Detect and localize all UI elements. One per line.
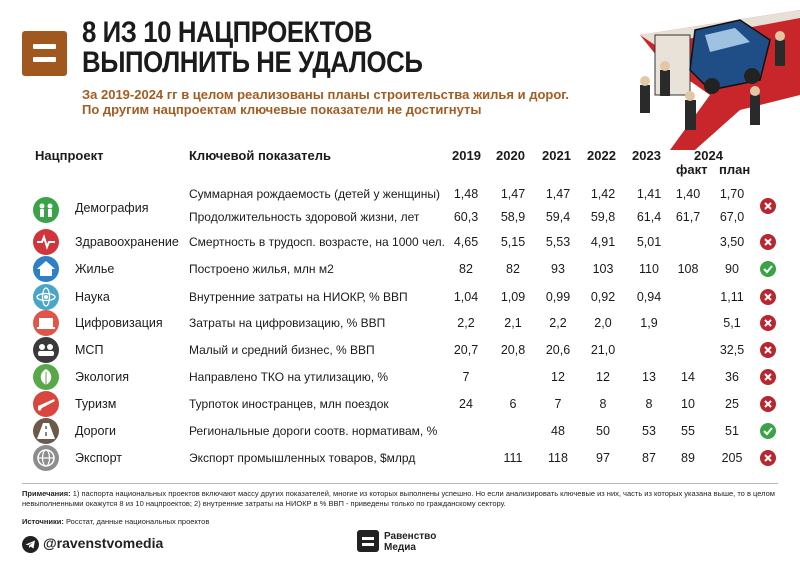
telegram-icon xyxy=(22,536,39,553)
heartbeat-icon xyxy=(33,229,59,255)
project-name: Дороги xyxy=(75,424,117,438)
cell-v2023: 61,4 xyxy=(636,210,662,224)
indicator-name: Турпоток иностранцев, млн поездок xyxy=(189,397,389,411)
cell-plan: 51 xyxy=(725,424,739,438)
header-indicator: Ключевой показатель xyxy=(189,148,331,163)
cell-plan: 67,0 xyxy=(719,210,745,224)
check-icon xyxy=(760,423,776,439)
cell-v2022: 12 xyxy=(596,370,610,384)
cross-icon xyxy=(760,369,776,385)
cross-icon xyxy=(760,450,776,466)
cell-fact: 89 xyxy=(681,451,695,465)
cell-fact: 14 xyxy=(681,370,695,384)
road-icon xyxy=(33,418,59,444)
indicator-name: Экспорт промышленных товаров, $млрд xyxy=(189,451,416,465)
brand-name: Равенство Медиа xyxy=(384,531,437,553)
indicator-name: Региональные дороги соотв. нормативам, % xyxy=(189,424,438,438)
cell-v2023: 1,41 xyxy=(636,187,662,201)
indicator-name: Затраты на цифровизацию, % ВВП xyxy=(189,316,386,330)
header-plan: план xyxy=(719,162,751,177)
cell-v2021: 20,6 xyxy=(545,343,571,357)
people-icon xyxy=(33,337,59,363)
plane-icon xyxy=(33,391,59,417)
cross-icon xyxy=(760,315,776,331)
header-fact: факт xyxy=(676,162,708,177)
cell-v2023: 87 xyxy=(642,451,656,465)
atom-icon xyxy=(33,284,59,310)
project-name: Демография xyxy=(75,201,149,215)
cell-plan: 36 xyxy=(725,370,739,384)
cell-v2023: 53 xyxy=(642,424,656,438)
cell-v2021: 2,2 xyxy=(549,316,567,330)
cell-v2022: 50 xyxy=(596,424,610,438)
cell-v2021: 1,47 xyxy=(545,187,571,201)
leaf-icon xyxy=(33,364,59,390)
cell-plan: 32,5 xyxy=(719,343,745,357)
cell-v2021: 93 xyxy=(551,262,565,276)
cell-v2019: 1,48 xyxy=(453,187,479,201)
cell-v2021: 48 xyxy=(551,424,565,438)
cell-v2022: 59,8 xyxy=(590,210,616,224)
illustration-car-carpet xyxy=(600,0,800,150)
cross-icon xyxy=(760,342,776,358)
cell-v2022: 21,0 xyxy=(590,343,616,357)
cell-v2023: 110 xyxy=(639,262,659,276)
logo-equals-icon xyxy=(22,31,67,76)
project-name: Здравоохранение xyxy=(75,235,179,249)
cell-fact: 61,7 xyxy=(675,210,701,224)
cell-v2019: 24 xyxy=(459,397,473,411)
house-icon xyxy=(33,256,59,282)
header-2020: 2020 xyxy=(496,148,525,163)
header-2019: 2019 xyxy=(452,148,481,163)
header-project: Нацпроект xyxy=(35,148,104,163)
brand-logo-icon xyxy=(357,530,379,552)
cell-plan: 5,1 xyxy=(723,316,741,330)
cell-v2019: 2,2 xyxy=(457,316,475,330)
cell-plan: 90 xyxy=(725,262,739,276)
header-2024: 2024 xyxy=(694,148,723,163)
footer-divider xyxy=(22,483,778,484)
indicator-name: Внутренние затраты на НИОКР, % ВВП xyxy=(189,290,408,304)
header-2022: 2022 xyxy=(587,148,616,163)
cell-v2019: 20,7 xyxy=(453,343,479,357)
indicator-name: Построено жилья, млн м2 xyxy=(189,262,334,276)
cell-v2019: 4,65 xyxy=(453,235,479,249)
cell-plan: 1,11 xyxy=(720,290,744,304)
indicator-name: Продолжительность здоровой жизни, лет xyxy=(189,210,420,224)
channel-handle[interactable]: @ravenstvomedia xyxy=(43,535,164,551)
cell-fact: 10 xyxy=(681,397,695,411)
cell-v2019: 1,04 xyxy=(453,290,479,304)
cross-icon xyxy=(760,198,776,214)
cell-plan: 25 xyxy=(725,397,739,411)
cell-v2023: 8 xyxy=(645,397,653,411)
cell-plan: 3,50 xyxy=(719,235,745,249)
indicator-name: Малый и средний бизнес, % ВВП xyxy=(189,343,375,357)
cell-v2019: 7 xyxy=(462,370,470,384)
header-2023: 2023 xyxy=(632,148,661,163)
cell-v2022: 103 xyxy=(592,262,614,276)
cell-plan: 1,70 xyxy=(719,187,745,201)
project-name: Наука xyxy=(75,290,110,304)
project-name: МСП xyxy=(75,343,104,357)
cross-icon xyxy=(760,234,776,250)
cell-v2020: 2,1 xyxy=(504,316,522,330)
cell-v2021: 59,4 xyxy=(545,210,571,224)
laptop-icon xyxy=(33,310,59,336)
project-name: Экология xyxy=(75,370,129,384)
cell-v2020: 5,15 xyxy=(500,235,526,249)
cell-v2020: 82 xyxy=(506,262,520,276)
cell-v2021: 0,99 xyxy=(545,290,571,304)
sources: Источники: Росстат, данные национальных проектов xyxy=(22,517,210,526)
cell-v2022: 1,42 xyxy=(590,187,616,201)
project-name: Экспорт xyxy=(75,451,122,465)
header-2021: 2021 xyxy=(542,148,571,163)
cell-v2023: 5,01 xyxy=(636,235,662,249)
cell-v2020: 20,8 xyxy=(500,343,526,357)
cell-v2023: 0,94 xyxy=(636,290,662,304)
cell-v2022: 2,0 xyxy=(594,316,612,330)
cell-v2023: 13 xyxy=(642,370,656,384)
project-name: Туризм xyxy=(75,397,117,411)
cell-v2022: 8 xyxy=(599,397,607,411)
notes: Примечания: 1) паспорта национальных проектов включают массу других показателей, многие из которых выполнены успешно. Но если анализировать ключевые из них, часть из которых указана выше, то в целом невыполненными окажутся 8 из 10 нацпроектов; 2) внутренние затраты на НИОКР в % ВВП - приведены только по гражданскому сектору. xyxy=(22,489,775,508)
cell-v2022: 97 xyxy=(596,451,610,465)
cell-v2019: 60,3 xyxy=(453,210,479,224)
cell-v2021: 12 xyxy=(551,370,565,384)
cell-v2021: 5,53 xyxy=(545,235,571,249)
cell-fact: 108 xyxy=(677,262,699,276)
cell-fact: 55 xyxy=(681,424,695,438)
page-title: 8 ИЗ 10 НАЦПРОЕКТОВ ВЫПОЛНИТЬ НЕ УДАЛОСЬ xyxy=(82,16,423,79)
cell-v2020: 111 xyxy=(503,451,523,465)
cell-plan: 205 xyxy=(721,451,743,465)
cell-v2020: 58,9 xyxy=(500,210,526,224)
cell-v2020: 6 xyxy=(509,397,517,411)
cell-v2022: 0,92 xyxy=(590,290,616,304)
project-name: Цифровизация xyxy=(75,316,163,330)
project-name: Жилье xyxy=(75,262,115,276)
indicator-name: Суммарная рождаемость (детей у женщины) xyxy=(189,187,440,201)
page-subtitle: За 2019-2024 гг в целом реализованы планы строительства жилья и дорог. По другим нацпроектам ключевые показатели не достигнуты xyxy=(82,87,570,117)
indicator-name: Направлено ТКО на утилизацию, % xyxy=(189,370,389,384)
cell-v2019: 82 xyxy=(459,262,473,276)
cross-icon xyxy=(760,396,776,412)
globe-icon xyxy=(33,445,59,471)
indicator-name: Смертность в трудосп. возрасте, на 1000 чел. xyxy=(189,235,445,249)
cell-v2020: 1,47 xyxy=(500,187,526,201)
cell-v2021: 7 xyxy=(554,397,562,411)
cross-icon xyxy=(760,289,776,305)
cell-v2022: 4,91 xyxy=(590,235,616,249)
cell-fact: 1,40 xyxy=(675,187,701,201)
cell-v2020: 1,09 xyxy=(500,290,526,304)
cell-v2021: 118 xyxy=(548,451,568,465)
check-icon xyxy=(760,261,776,277)
family-icon xyxy=(33,197,59,223)
cell-v2023: 1,9 xyxy=(640,316,658,330)
